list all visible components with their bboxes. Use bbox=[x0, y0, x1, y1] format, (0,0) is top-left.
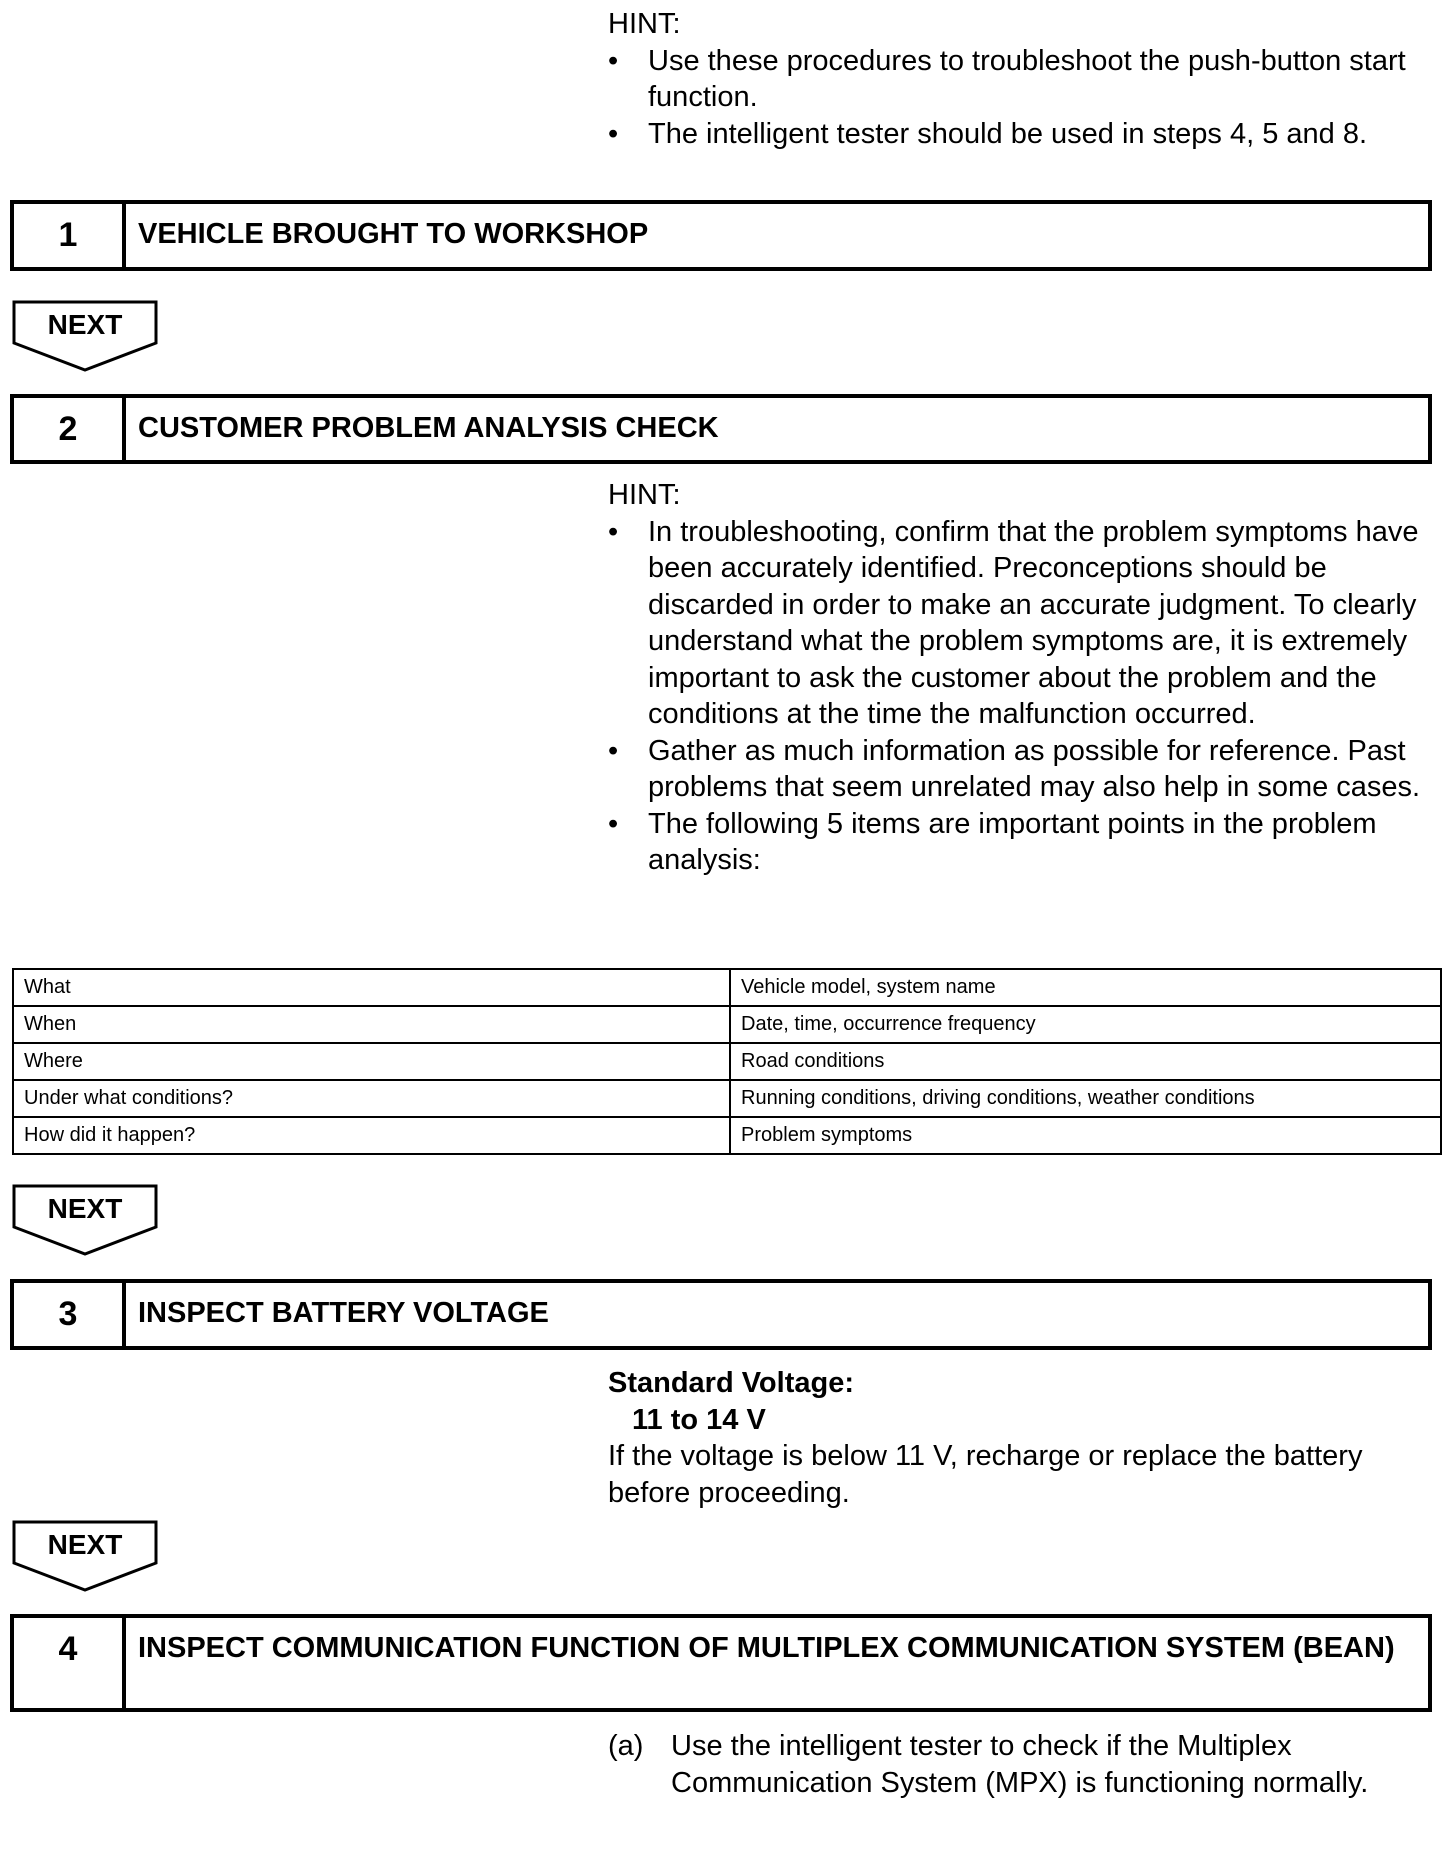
step-number: 2 bbox=[14, 398, 126, 460]
step-number: 4 bbox=[14, 1618, 126, 1708]
procedure-text: Use the intelligent tester to check if the Multiplex Communication System (MPX) is functioning normally. bbox=[671, 1730, 1369, 1799]
table-cell-question: What bbox=[13, 969, 730, 1006]
next-button[interactable] bbox=[12, 1184, 158, 1256]
step-header-2 bbox=[10, 394, 1432, 464]
step-header-3 bbox=[10, 1279, 1432, 1350]
step-title: INSPECT COMMUNICATION FUNCTION OF MULTIPLEX COMMUNICATION SYSTEM (BEAN) bbox=[138, 1632, 1395, 1664]
bullet-icon: • bbox=[608, 734, 619, 767]
hint-bullet bbox=[608, 733, 1448, 806]
step-title: INSPECT BATTERY VOLTAGE bbox=[138, 1297, 549, 1329]
step-header-1 bbox=[10, 200, 1432, 271]
step-header-4 bbox=[10, 1614, 1432, 1712]
table-row bbox=[13, 1043, 1441, 1080]
procedure-marker: (a) bbox=[608, 1730, 644, 1762]
next-label: NEXT bbox=[47, 309, 123, 340]
hint-bullet-text: In troubleshooting, confirm that the problem symptoms have been accurately identified. Preconceptions should be discarded in order to make an accurate judgment. To clearly understand what the problem symptoms are, it is extremely important to ask the customer about the problem and the conditions at the time the malfunction occurred. bbox=[648, 515, 1419, 730]
table-cell-detail: Road conditions bbox=[730, 1043, 1441, 1080]
step-number: 1 bbox=[14, 204, 126, 267]
hint-bullet-list bbox=[608, 514, 1444, 879]
intro-hint bbox=[608, 6, 1428, 152]
table-row bbox=[13, 1080, 1441, 1117]
bullet-icon: • bbox=[608, 117, 619, 150]
hint-title: HINT: bbox=[608, 8, 681, 40]
hint-bullet bbox=[608, 43, 1428, 116]
step-number: 3 bbox=[14, 1283, 126, 1346]
hint-bullet bbox=[608, 116, 1428, 153]
next-button[interactable] bbox=[12, 1520, 158, 1592]
hint-bullet-list bbox=[608, 43, 1428, 153]
step-title: VEHICLE BROUGHT TO WORKSHOP bbox=[138, 218, 649, 250]
next-label: NEXT bbox=[47, 1193, 123, 1224]
table-cell-question: Under what conditions? bbox=[13, 1080, 730, 1117]
standard-voltage-label: Standard Voltage: bbox=[608, 1367, 854, 1399]
bullet-icon: • bbox=[608, 44, 619, 77]
hint-bullet-text: Gather as much information as possible for reference. Past problems that seem unrelated may also help in some cases. bbox=[648, 734, 1421, 803]
next-label: NEXT bbox=[47, 1529, 123, 1560]
hint-bullet-text: Use these procedures to troubleshoot the push-button start function. bbox=[648, 44, 1406, 113]
table-cell-detail: Running conditions, driving conditions, weather conditions bbox=[730, 1080, 1441, 1117]
table-cell-question: How did it happen? bbox=[13, 1117, 730, 1154]
table-row bbox=[13, 1006, 1441, 1043]
hint-bullet bbox=[608, 806, 1448, 879]
hint-title: HINT: bbox=[608, 479, 681, 511]
bullet-icon: • bbox=[608, 807, 619, 840]
hint-bullet bbox=[608, 514, 1448, 733]
step3-content bbox=[608, 1365, 1438, 1511]
step2-hint bbox=[608, 477, 1444, 879]
table-row bbox=[13, 969, 1441, 1006]
bullet-icon: • bbox=[608, 515, 619, 548]
table-cell-detail: Date, time, occurrence frequency bbox=[730, 1006, 1441, 1043]
table-cell-question: When bbox=[13, 1006, 730, 1043]
table-cell-detail: Vehicle model, system name bbox=[730, 969, 1441, 1006]
hint-bullet-text: The intelligent tester should be used in steps 4, 5 and 8. bbox=[648, 117, 1368, 150]
hint-bullet-text: The following 5 items are important points in the problem analysis: bbox=[648, 807, 1377, 876]
problem-analysis-table bbox=[12, 968, 1442, 1155]
table-cell-question: Where bbox=[13, 1043, 730, 1080]
next-button[interactable] bbox=[12, 300, 158, 372]
step4-content bbox=[608, 1728, 1428, 1801]
voltage-note: If the voltage is below 11 V, recharge or replace the battery before proceeding. bbox=[608, 1440, 1363, 1509]
standard-voltage-value: 11 to 14 V bbox=[632, 1403, 766, 1436]
table-cell-detail: Problem symptoms bbox=[730, 1117, 1441, 1154]
step-title: CUSTOMER PROBLEM ANALYSIS CHECK bbox=[138, 412, 719, 444]
table-row bbox=[13, 1117, 1441, 1154]
procedure-item bbox=[608, 1728, 1431, 1801]
